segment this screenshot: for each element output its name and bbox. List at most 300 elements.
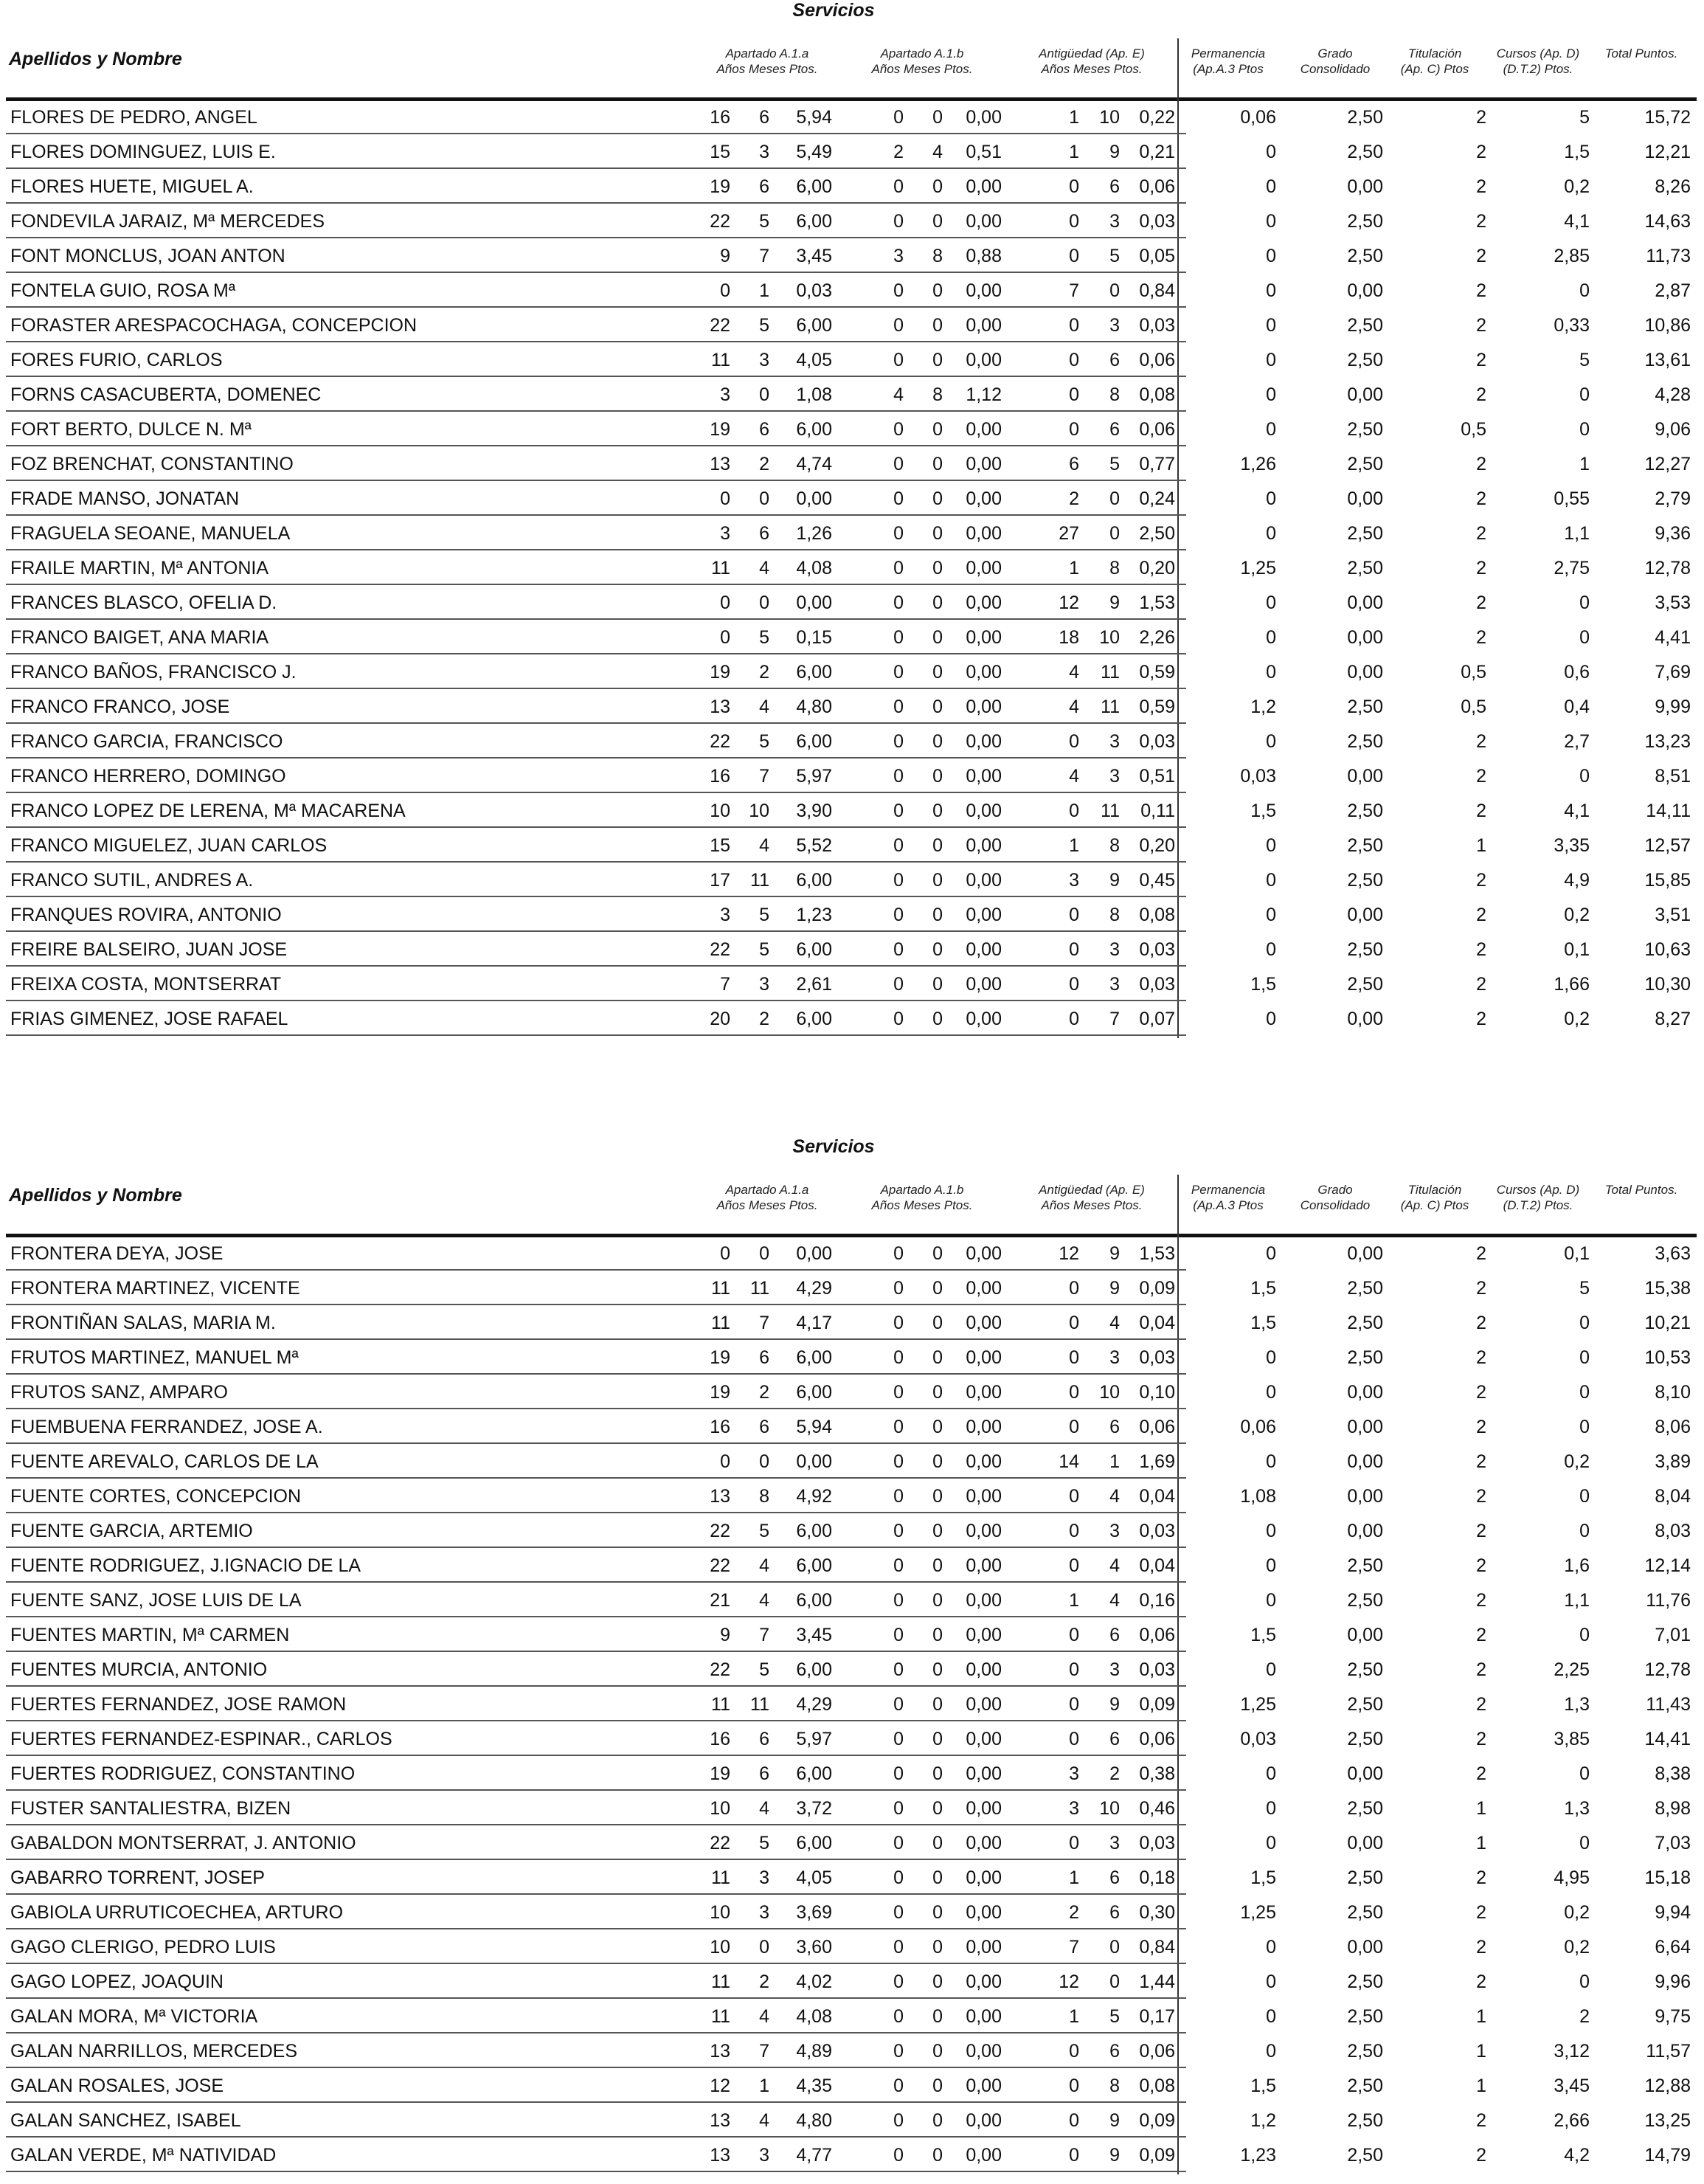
cell-a1a-anos: 21: [710, 1590, 730, 1611]
cell-antig-ptos: 0,77: [1139, 454, 1175, 474]
row-separator: [6, 2136, 1186, 2138]
cell-grado: 0,00: [1347, 1833, 1383, 1853]
cell-a1b-meses: 0: [932, 801, 943, 821]
column-header-line: Antigüedad (Ap. E): [1039, 1183, 1145, 1197]
cell-antig-ptos: 0,22: [1139, 107, 1175, 128]
column-header-line: (Ap. C) Ptos: [1400, 1198, 1469, 1212]
row-separator: [6, 514, 1186, 516]
row-separator: [6, 930, 1186, 932]
cell-antig-ptos: 0,30: [1139, 1902, 1175, 1923]
cell-a1a-ptos: 6,00: [796, 662, 832, 682]
row-name: FUENTES MARTIN, Mª CARMEN: [10, 1625, 290, 1645]
row-name: FORASTER ARESPACOCHAGA, CONCEPCION: [10, 315, 418, 336]
cell-cursos: 2,85: [1554, 246, 1590, 266]
column-header-line: (D.T.2) Ptos.: [1503, 62, 1573, 76]
row-separator: [6, 2067, 1186, 2068]
cell-cursos: 1,5: [1564, 142, 1590, 162]
cell-cursos: 3,45: [1554, 2076, 1590, 2096]
cell-antig-meses: 3: [1109, 1521, 1120, 1541]
cell-a1a-meses: 6: [759, 419, 769, 440]
cell-a1b-ptos: 0,00: [966, 2006, 1002, 2027]
cell-a1b-meses: 0: [932, 870, 943, 891]
cell-permanencia: 0: [1266, 1382, 1276, 1403]
cell-cursos: 0: [1579, 1972, 1590, 1992]
cell-a1a-anos: 15: [710, 835, 730, 856]
cell-antig-anos: 0: [1069, 246, 1079, 266]
cell-a1b-meses: 0: [932, 905, 943, 925]
cell-permanencia: 0,03: [1240, 766, 1276, 787]
cell-a1b-meses: 0: [932, 2076, 943, 2096]
cell-a1a-meses: 0: [759, 1451, 769, 1472]
cell-antig-anos: 0: [1069, 1625, 1079, 1645]
cell-a1b-anos: 0: [893, 1694, 904, 1715]
cell-grado: 2,50: [1347, 1798, 1383, 1819]
column-header-line: Años Meses Ptos.: [716, 1198, 818, 1212]
cell-antig-meses: 6: [1109, 1417, 1120, 1437]
row-separator: [6, 1034, 1186, 1036]
cell-titulacion: 2: [1476, 1729, 1486, 1749]
cell-a1a-ptos: 3,90: [796, 801, 832, 821]
table-row: [0, 379, 1704, 414]
cell-antig-anos: 14: [1059, 1451, 1079, 1472]
cell-a1a-anos: 0: [720, 1243, 730, 1264]
column-header-line: Cursos (Ap. D): [1496, 46, 1580, 61]
cell-a1b-meses: 0: [932, 1278, 943, 1299]
cell-cursos: 5: [1579, 350, 1590, 370]
cell-permanencia: 1,2: [1250, 697, 1276, 717]
cell-a1a-anos: 11: [711, 1278, 730, 1299]
cell-a1b-ptos: 0,00: [966, 1798, 1002, 1819]
cell-a1b-anos: 0: [893, 1243, 904, 1264]
cell-a1b-ptos: 0,00: [966, 1902, 1002, 1923]
cell-antig-meses: 0: [1109, 1937, 1120, 1957]
column-header-a1b: [848, 46, 996, 77]
cell-antig-anos: 7: [1069, 1937, 1079, 1957]
row-separator: [6, 1512, 1186, 1513]
cell-a1a-anos: 12: [710, 2076, 730, 2096]
table-row: [0, 1862, 1704, 1897]
cell-cursos: 1,1: [1564, 523, 1590, 544]
cell-titulacion: 2: [1476, 1521, 1486, 1541]
cell-antig-ptos: 0,03: [1139, 939, 1175, 960]
cell-total: 15,72: [1644, 107, 1691, 128]
cell-permanencia: 0,06: [1240, 107, 1276, 128]
cell-permanencia: 1,5: [1250, 2076, 1276, 2096]
cell-antig-anos: 0: [1069, 1313, 1079, 1333]
row-separator: [6, 133, 1186, 134]
cell-a1a-meses: 4: [759, 697, 769, 717]
cell-cursos: 0,6: [1564, 662, 1590, 682]
cell-grado: 2,50: [1347, 835, 1383, 856]
column-header-line: (Ap.A.3 Ptos: [1193, 1198, 1264, 1212]
row-name: GALAN VERDE, Mª NATIVIDAD: [10, 2145, 277, 2166]
row-name: FORT BERTO, DULCE N. Mª: [10, 419, 252, 440]
cell-a1a-ptos: 4,17: [796, 1313, 832, 1333]
cell-a1a-meses: 3: [759, 350, 769, 370]
cell-a1a-anos: 13: [710, 2041, 730, 2062]
cell-a1a-anos: 0: [720, 488, 730, 509]
row-name: GAGO CLERIGO, PEDRO LUIS: [10, 1937, 276, 1957]
cell-a1a-anos: 19: [710, 1763, 730, 1784]
cell-a1b-meses: 0: [932, 835, 943, 856]
cell-total: 10,30: [1644, 974, 1691, 995]
cell-cursos: 0: [1579, 766, 1590, 787]
cell-antig-meses: 5: [1109, 246, 1120, 266]
column-header-a1b: [848, 1182, 996, 1213]
cell-a1b-meses: 0: [932, 2006, 943, 2027]
cell-a1a-ptos: 6,00: [796, 1659, 832, 1680]
row-separator: [6, 2101, 1186, 2103]
cell-titulacion: 2: [1476, 870, 1486, 891]
cell-antig-anos: 1: [1069, 142, 1079, 162]
row-separator: [6, 1685, 1186, 1687]
row-separator: [6, 480, 1186, 481]
cell-antig-meses: 9: [1109, 592, 1120, 613]
cell-antig-anos: 0: [1069, 176, 1079, 197]
cell-grado: 2,50: [1347, 1659, 1383, 1680]
table-row: [0, 691, 1704, 726]
cell-antig-anos: 0: [1069, 1833, 1079, 1853]
table-row: [0, 171, 1704, 206]
cell-antig-meses: 3: [1109, 1347, 1120, 1368]
cell-antig-anos: 0: [1069, 1486, 1079, 1507]
table-row: [0, 1446, 1704, 1481]
cell-a1b-meses: 0: [932, 1555, 943, 1576]
cell-titulacion: 0,5: [1461, 419, 1486, 440]
cell-a1a-meses: 1: [759, 2076, 769, 2096]
cell-a1a-meses: 5: [759, 905, 769, 925]
cell-a1b-ptos: 0,00: [966, 350, 1002, 370]
cell-total: 8,26: [1655, 176, 1691, 197]
cell-antig-meses: 8: [1109, 558, 1120, 578]
cell-total: 13,23: [1644, 731, 1691, 752]
row-separator: [6, 202, 1186, 204]
cell-grado: 0,00: [1347, 488, 1383, 509]
cell-grado: 0,00: [1347, 1009, 1383, 1029]
cell-grado: 2,50: [1347, 2006, 1383, 2027]
cell-total: 14,79: [1644, 2145, 1691, 2166]
table-row: [0, 761, 1704, 795]
cell-permanencia: 0: [1266, 488, 1276, 509]
cell-a1a-ptos: 0,00: [796, 488, 832, 509]
cell-a1b-meses: 0: [932, 1486, 943, 1507]
cell-antig-anos: 12: [1059, 592, 1079, 613]
cell-antig-anos: 0: [1069, 905, 1079, 925]
cell-grado: 2,50: [1347, 246, 1383, 266]
cell-antig-ptos: 0,09: [1139, 1694, 1175, 1715]
row-name: FONT MONCLUS, JOAN ANTON: [10, 246, 285, 266]
cell-cursos: 0,4: [1564, 697, 1590, 717]
cell-permanencia: 1,5: [1250, 1313, 1276, 1333]
table-row: [0, 622, 1704, 657]
cell-a1a-anos: 22: [710, 939, 730, 960]
cell-antig-anos: 12: [1059, 1972, 1079, 1992]
table-row: [0, 1793, 1704, 1828]
cell-a1b-meses: 0: [932, 558, 943, 578]
table-row: [0, 102, 1704, 136]
cell-antig-ptos: 0,06: [1139, 176, 1175, 197]
cell-permanencia: 0: [1266, 523, 1276, 544]
cell-grado: 2,50: [1347, 870, 1383, 891]
cell-a1a-anos: 22: [710, 315, 730, 336]
cell-antig-meses: 3: [1109, 974, 1120, 995]
cell-total: 9,75: [1655, 2006, 1691, 2027]
cell-a1b-ptos: 0,00: [966, 1243, 1002, 1264]
cell-a1a-meses: 6: [759, 176, 769, 197]
cell-a1b-ptos: 0,00: [966, 2145, 1002, 2166]
table-row: [0, 899, 1704, 934]
cell-a1b-ptos: 0,00: [966, 523, 1002, 544]
cell-a1b-meses: 0: [932, 766, 943, 787]
cell-grado: 2,50: [1347, 1867, 1383, 1888]
cell-a1b-anos: 0: [893, 801, 904, 821]
cell-permanencia: 1,25: [1240, 1694, 1276, 1715]
cell-a1b-ptos: 0,00: [966, 1972, 1002, 1992]
cell-grado: 2,50: [1347, 211, 1383, 232]
cell-grado: 2,50: [1347, 1313, 1383, 1333]
cell-antig-ptos: 0,06: [1139, 350, 1175, 370]
row-name: FUENTE RODRIGUEZ, J.IGNACIO DE LA: [10, 1555, 361, 1576]
row-separator: [6, 445, 1186, 446]
cell-a1b-meses: 0: [932, 1659, 943, 1680]
cell-total: 9,36: [1655, 523, 1691, 544]
table-row: [0, 1377, 1704, 1411]
row-separator: [6, 1373, 1186, 1375]
row-separator: [6, 722, 1186, 724]
cell-a1a-anos: 13: [710, 2145, 730, 2166]
cell-a1b-anos: 0: [893, 1590, 904, 1611]
cell-permanencia: 1,08: [1240, 1486, 1276, 1507]
table-row: [0, 518, 1704, 553]
row-separator: [6, 1547, 1186, 1548]
column-header-line: Antigüedad (Ap. E): [1039, 46, 1145, 61]
column-header-perm: [1180, 1182, 1276, 1213]
cell-antig-ptos: 0,59: [1139, 697, 1175, 717]
cell-grado: 0,00: [1347, 1382, 1383, 1403]
cell-a1b-anos: 0: [893, 627, 904, 648]
cell-permanencia: 0: [1266, 1833, 1276, 1853]
cell-cursos: 0,1: [1564, 1243, 1590, 1264]
cell-antig-anos: 0: [1069, 2110, 1079, 2131]
row-separator: [6, 792, 1186, 793]
cell-a1b-meses: 0: [932, 1625, 943, 1645]
cell-a1b-ptos: 0,00: [966, 454, 1002, 474]
cell-a1a-meses: 0: [759, 488, 769, 509]
cell-total: 15,18: [1644, 1867, 1691, 1888]
cell-a1a-ptos: 4,80: [796, 2110, 832, 2131]
cell-antig-ptos: 0,06: [1139, 419, 1175, 440]
cell-a1a-meses: 3: [759, 1902, 769, 1923]
row-name: GALAN NARRILLOS, MERCEDES: [10, 2041, 297, 2062]
cell-a1b-anos: 0: [893, 558, 904, 578]
cell-titulacion: 2: [1476, 2110, 1486, 2131]
cell-antig-ptos: 0,06: [1139, 1417, 1175, 1437]
cell-total: 7,01: [1655, 1625, 1691, 1645]
cell-a1b-ptos: 0,00: [966, 974, 1002, 995]
cell-a1a-anos: 19: [710, 1347, 730, 1368]
cell-a1b-anos: 0: [893, 523, 904, 544]
cell-antig-anos: 1: [1069, 835, 1079, 856]
cell-antig-meses: 4: [1109, 1486, 1120, 1507]
header-rule: [6, 97, 1697, 101]
cell-a1b-meses: 0: [932, 1243, 943, 1264]
cell-antig-meses: 6: [1109, 1729, 1120, 1749]
row-name: FRANCO GARCIA, FRANCISCO: [10, 731, 283, 752]
cell-a1b-anos: 0: [893, 176, 904, 197]
cell-cursos: 0,2: [1564, 905, 1590, 925]
table-row: [0, 1411, 1704, 1446]
column-header-perm: [1180, 46, 1276, 77]
cell-total: 7,03: [1655, 1833, 1691, 1853]
cell-antig-anos: 27: [1059, 523, 1079, 544]
cell-antig-meses: 1: [1109, 1451, 1120, 1472]
cell-titulacion: 2: [1476, 592, 1486, 613]
column-header-name: Apellidos y Nombre: [9, 1185, 182, 1206]
table-row: [0, 1550, 1704, 1585]
row-separator: [6, 584, 1186, 585]
column-header-line: Apartado A.1.b: [880, 46, 964, 61]
cell-titulacion: 2: [1476, 905, 1486, 925]
column-header-line: Consolidado: [1300, 1198, 1371, 1212]
cell-antig-anos: 18: [1059, 627, 1079, 648]
cell-total: 11,73: [1646, 246, 1691, 266]
cell-total: 10,21: [1644, 1313, 1691, 1333]
cell-a1a-ptos: 4,74: [796, 454, 832, 474]
cell-antig-meses: 9: [1109, 142, 1120, 162]
cell-a1b-anos: 0: [893, 1763, 904, 1784]
cell-a1b-ptos: 0,00: [966, 315, 1002, 336]
cell-a1a-meses: 5: [759, 1833, 769, 1853]
cell-titulacion: 2: [1476, 488, 1486, 509]
cell-a1a-ptos: 1,08: [796, 384, 832, 405]
cell-antig-anos: 0: [1069, 1382, 1079, 1403]
column-header-line: Permanencia: [1191, 46, 1266, 61]
cell-a1a-anos: 17: [710, 870, 730, 891]
cell-antig-anos: 2: [1069, 488, 1079, 509]
cell-a1a-meses: 5: [759, 939, 769, 960]
cell-a1b-meses: 0: [932, 1694, 943, 1715]
cell-antig-anos: 6: [1069, 454, 1079, 474]
cell-antig-meses: 2: [1109, 1763, 1120, 1784]
row-name: FREIRE BALSEIRO, JUAN JOSE: [10, 939, 288, 960]
column-header-line: (Ap.A.3 Ptos: [1193, 62, 1264, 76]
cell-total: 7,69: [1655, 662, 1691, 682]
cell-a1b-anos: 0: [893, 488, 904, 509]
column-header-line: Total Puntos.: [1604, 46, 1678, 61]
cell-a1b-ptos: 0,00: [966, 697, 1002, 717]
cell-antig-meses: 3: [1109, 211, 1120, 232]
row-name: FUENTES MURCIA, ANTONIO: [10, 1659, 268, 1680]
cell-a1b-ptos: 0,00: [966, 211, 1002, 232]
cell-a1b-anos: 0: [893, 2041, 904, 2062]
row-separator: [6, 1963, 1186, 1964]
row-name: GALAN MORA, Mª VICTORIA: [10, 2006, 258, 2027]
cell-a1a-meses: 2: [759, 1009, 769, 1029]
row-name: FUENTE AREVALO, CARLOS DE LA: [10, 1451, 319, 1472]
cell-a1a-anos: 22: [710, 1833, 730, 1853]
row-name: FRANCO FRANCO, JOSE: [10, 697, 230, 717]
cell-cursos: 0: [1579, 1763, 1590, 1784]
cell-permanencia: 0: [1266, 905, 1276, 925]
cell-total: 13,61: [1644, 350, 1691, 370]
cell-a1b-ptos: 0,00: [966, 1867, 1002, 1888]
cell-a1b-ptos: 0,00: [966, 905, 1002, 925]
cell-a1b-anos: 0: [893, 1347, 904, 1368]
cell-antig-anos: 4: [1069, 697, 1079, 717]
row-separator: [6, 618, 1186, 620]
cell-a1a-anos: 3: [720, 905, 730, 925]
cell-titulacion: 2: [1476, 454, 1486, 474]
cell-a1b-meses: 0: [932, 454, 943, 474]
cell-permanencia: 0: [1266, 1521, 1276, 1541]
cell-a1b-anos: 2: [893, 142, 904, 162]
cell-a1a-anos: 16: [710, 107, 730, 128]
cell-grado: 2,50: [1347, 523, 1383, 544]
cell-a1a-anos: 11: [711, 558, 730, 578]
cell-a1a-ptos: 4,77: [796, 2145, 832, 2166]
row-name: FLORES DE PEDRO, ANGEL: [10, 107, 257, 128]
row-separator: [6, 653, 1186, 654]
column-header-line: Años Meses Ptos.: [871, 62, 973, 76]
row-separator: [6, 549, 1186, 550]
cell-antig-anos: 0: [1069, 2076, 1079, 2096]
cell-total: 8,10: [1655, 1382, 1691, 1403]
cell-a1a-ptos: 6,00: [796, 1347, 832, 1368]
cell-grado: 2,50: [1347, 939, 1383, 960]
cell-antig-ptos: 0,03: [1139, 731, 1175, 752]
row-separator: [6, 1859, 1186, 1860]
cell-titulacion: 2: [1476, 1902, 1486, 1923]
row-name: FORES FURIO, CARLOS: [10, 350, 223, 370]
cell-a1b-meses: 4: [932, 142, 943, 162]
cell-a1b-meses: 0: [932, 1763, 943, 1784]
cell-a1a-ptos: 6,00: [796, 870, 832, 891]
cell-antig-anos: 0: [1069, 1417, 1079, 1437]
row-separator: [6, 826, 1186, 828]
cell-a1b-meses: 0: [932, 176, 943, 197]
row-name: FRANCO BAÑOS, FRANCISCO J.: [10, 662, 297, 682]
cell-a1a-anos: 0: [720, 1451, 730, 1472]
cell-antig-ptos: 0,03: [1139, 1347, 1175, 1368]
row-name: FRADE MANSO, JONATAN: [10, 488, 240, 509]
column-header-line: Años Meses Ptos.: [716, 62, 818, 76]
cell-cursos: 2,25: [1554, 1659, 1590, 1680]
row-separator: [6, 272, 1186, 273]
cell-a1a-anos: 22: [710, 1659, 730, 1680]
row-name: FUSTER SANTALIESTRA, BIZEN: [10, 1798, 291, 1819]
cell-a1b-ptos: 0,00: [966, 419, 1002, 440]
cell-antig-ptos: 0,24: [1139, 488, 1175, 509]
cell-a1b-anos: 0: [893, 107, 904, 128]
cell-permanencia: 0: [1266, 246, 1276, 266]
cell-a1a-meses: 5: [759, 315, 769, 336]
cell-a1b-meses: 0: [932, 1590, 943, 1611]
table-row: [0, 1897, 1704, 1932]
cell-a1a-ptos: 2,61: [796, 974, 832, 995]
cell-antig-anos: 1: [1069, 107, 1079, 128]
cell-a1a-meses: 6: [759, 523, 769, 544]
column-header-line: Grado: [1317, 46, 1353, 61]
cell-a1a-meses: 2: [759, 1972, 769, 1992]
table-row: [0, 206, 1704, 241]
cell-antig-meses: 6: [1109, 419, 1120, 440]
row-name: GABARRO TORRENT, JOSEP: [10, 1867, 265, 1888]
cell-antig-meses: 3: [1109, 1833, 1120, 1853]
cell-antig-meses: 6: [1109, 350, 1120, 370]
cell-titulacion: 2: [1476, 1555, 1486, 1576]
cell-a1b-anos: 0: [893, 211, 904, 232]
cell-a1b-meses: 0: [932, 315, 943, 336]
